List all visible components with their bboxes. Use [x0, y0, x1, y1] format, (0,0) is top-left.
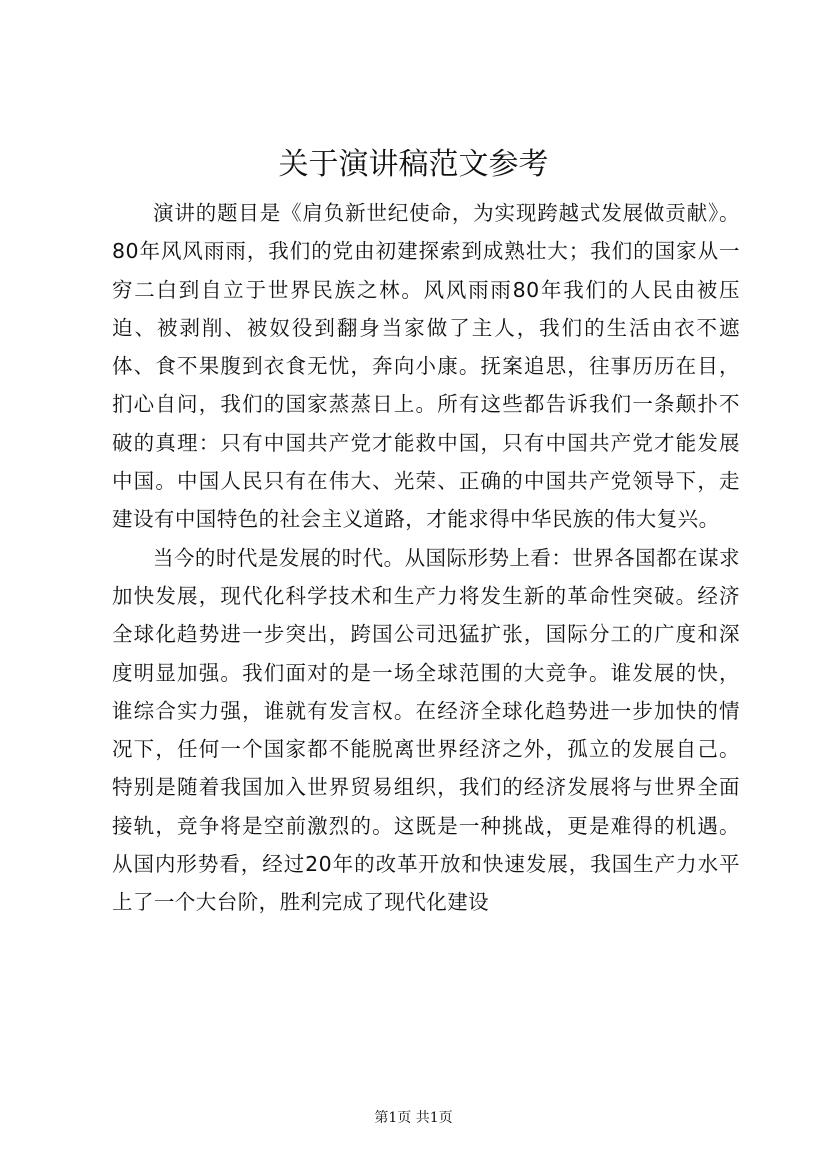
document-title: 关于演讲稿范文参考 [278, 147, 549, 182]
paragraph-2: 当今的时代是发展的时代。从国际形势上看：世界各国都在谋求加快发展，现代化科学技术和生产力将发生新的革命性突破。经济全球化趋势进一步突出，跨国公司迅猛扩张，国际分工的广度和深度明显加强。我们面对的是一场全球范围的大竞争。谁发展的快，谁综合实力强，谁就有发言权。在经济全球化趋势进一步加快的情况下，任何一个国家都不能脱离世界经济之外，孤立的发展自己。特别是随着我国加入世界贸易组织，我们的经济发展将与世界全面接轨，竞争将是空前激烈的。这既是一种挑战，更是难得的机遇。从国内形势看，经过20年的改革开放和快速发展，我国生产力水平上了一个大台阶，胜利完成了现代化建设 [112, 545, 740, 915]
paragraph-1: 演讲的题目是《肩负新世纪使命，为实现跨越式发展做贡献》。80年风风雨雨，我们的党由初建探索到成熟壮大；我们的国家从一穷二白到自立于世界民族之林。风风雨雨80年我们的人民由被压迫、被剥削、被奴役到翻身当家做了主人，我们的生活由衣不遮体、食不果腹到衣食无忧，奔向小康。抚案追思，往事历历在目，扪心自问，我们的国家蒸蒸日上。所有这些都告诉我们一条颠扑不破的真理：只有中国共产党才能救中国，只有中国共产党才能发展中国。中国人民只有在伟大、光荣、正确的中国共产党领导下，走建设有中国特色的社会主义道路，才能求得中华民族的伟大复兴。 [112, 201, 740, 532]
page-footer: 第1页 共1页 [374, 1110, 453, 1126]
document-body [112, 194, 740, 922]
